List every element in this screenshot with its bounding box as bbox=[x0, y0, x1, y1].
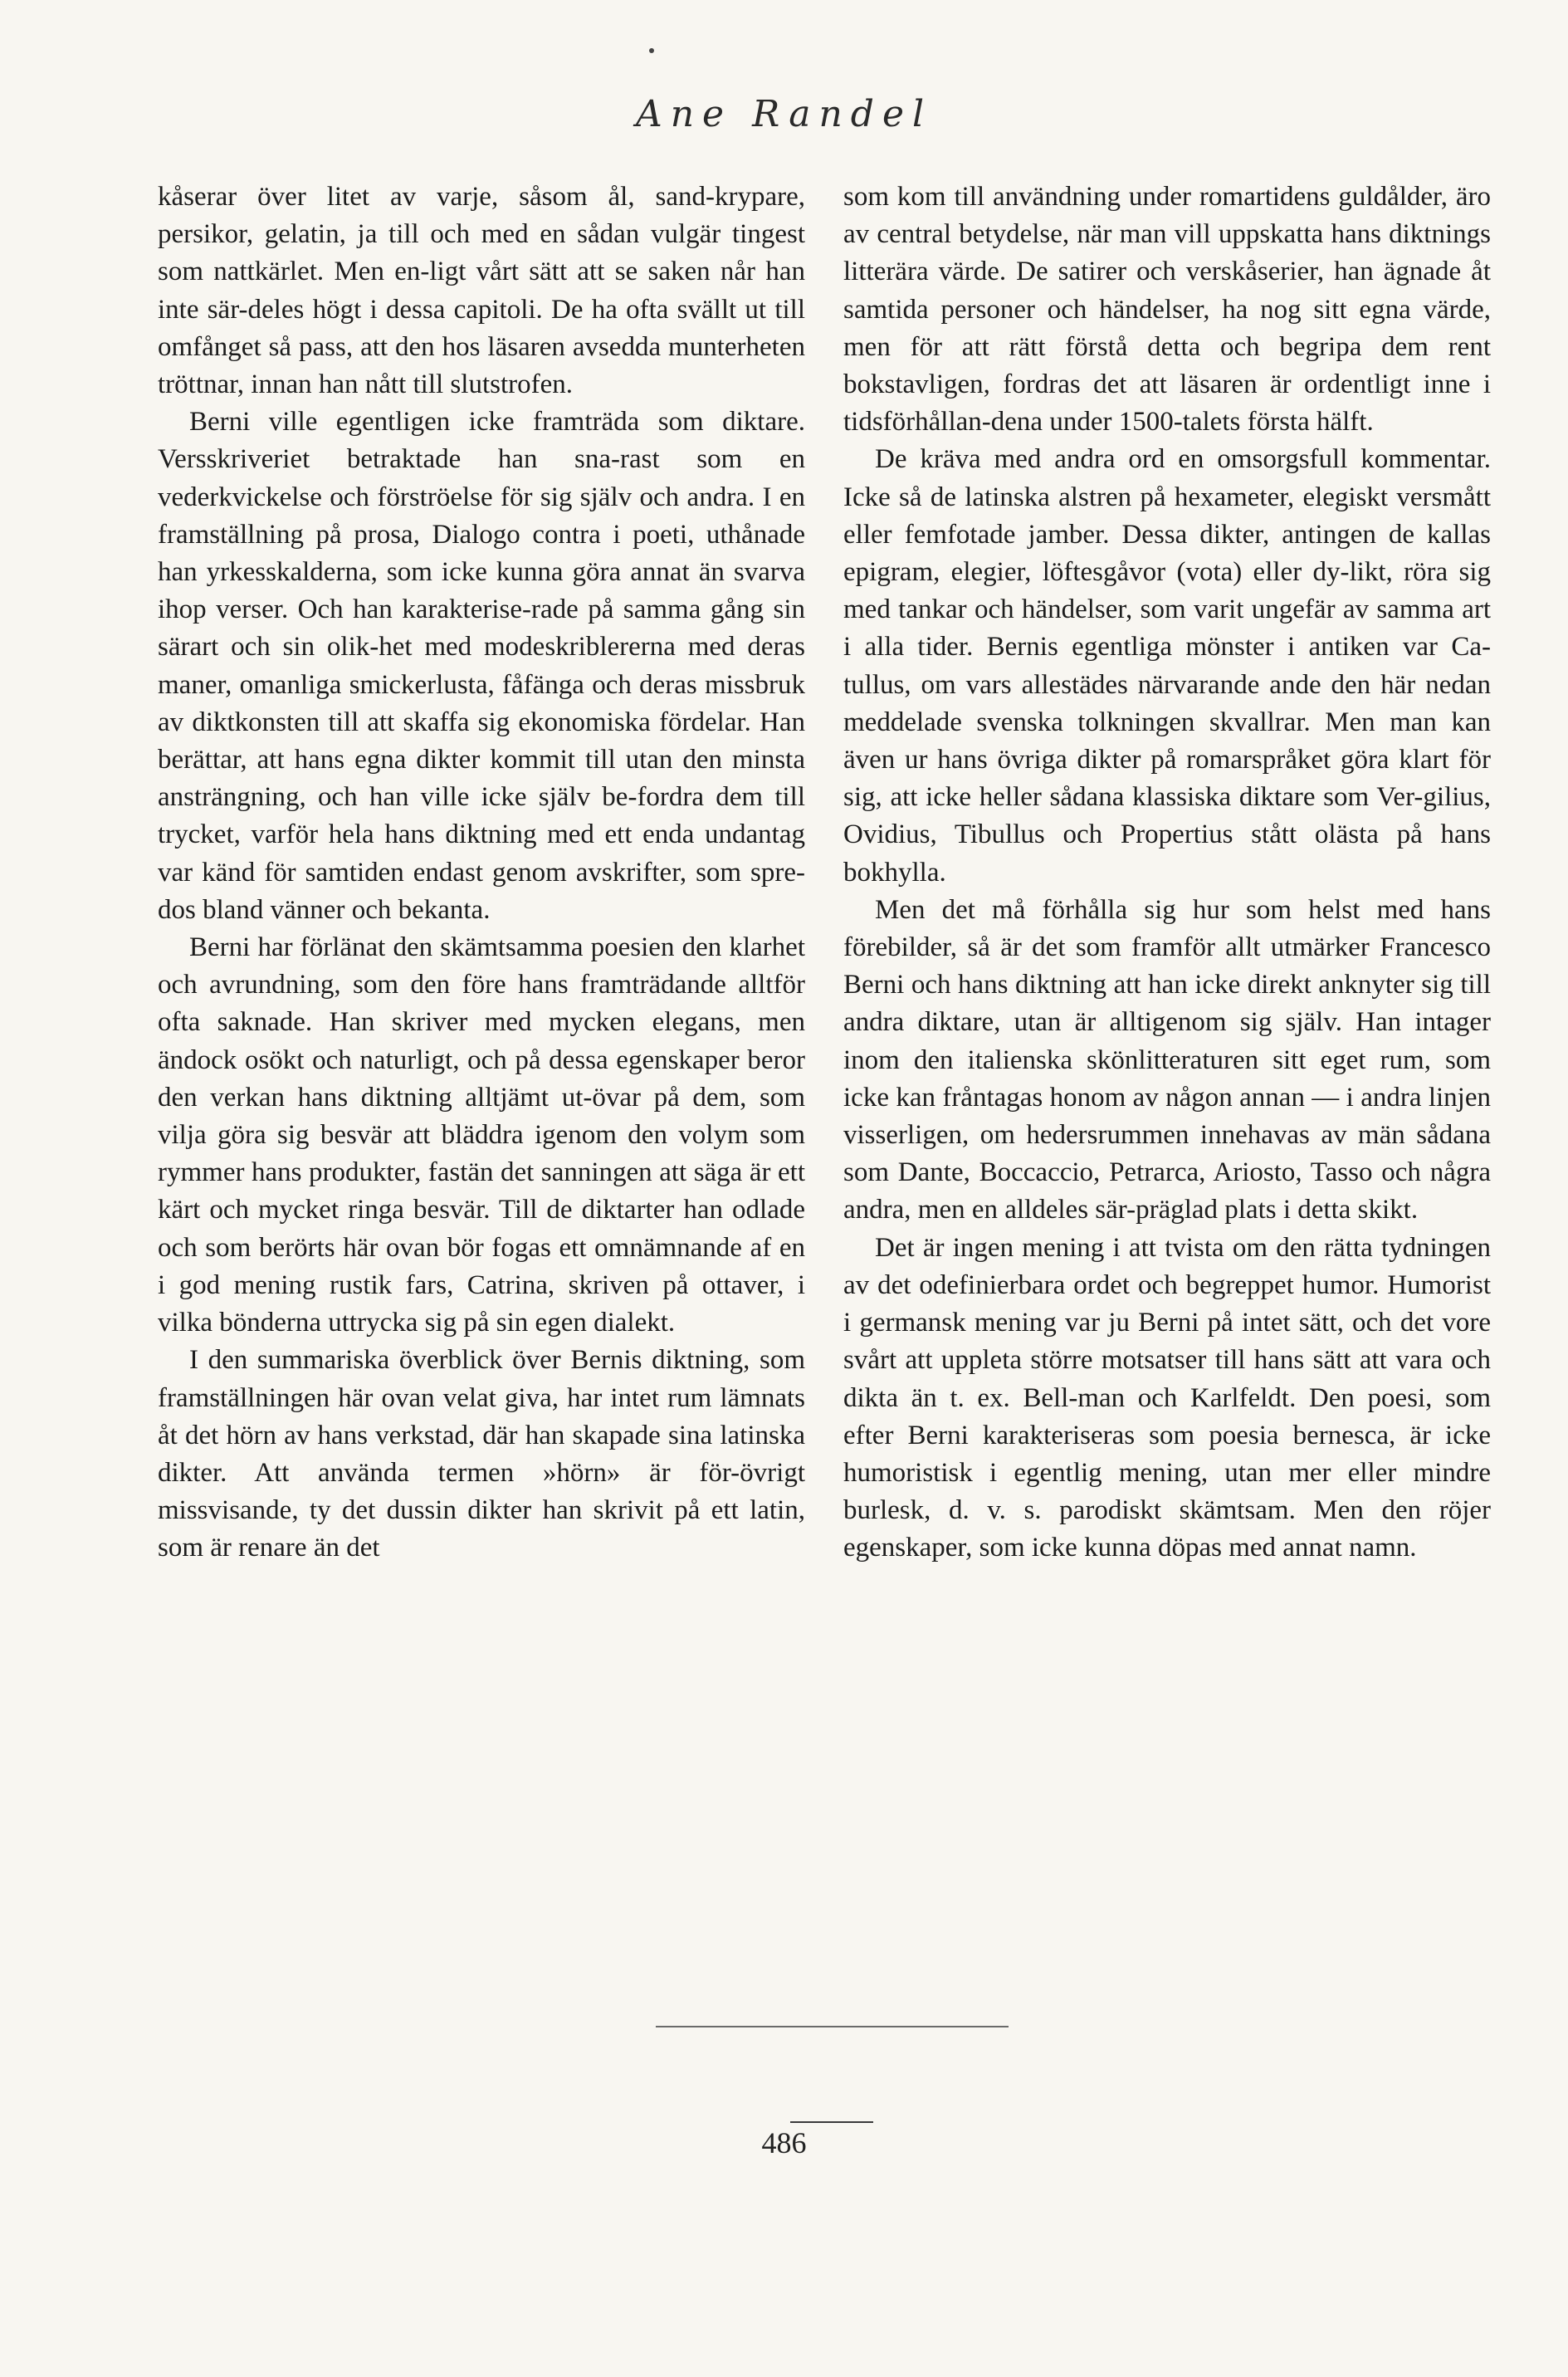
paragraph: som kom till användning under romartidens guldålder, äro av central betydelse, när man vill uppskatta hans diktnings litterära värde. De satirer och verskåserier, han ägnade åt samtida personer och händelser, ha nog sitt egna värde, men för att rätt förstå detta och begripa dem rent bokstavligen, fordras det att läsaren är ordentligt inne i tidsförhållan-dena under 1500-talets första hälft. bbox=[843, 182, 1491, 438]
page-number: 486 bbox=[761, 2126, 807, 2159]
paragraph: De kräva med andra ord en omsorgsfull kommentar. Icke så de latinska alstren på hexameter, elegiskt versmått eller femfotade jamber. Dessa dikter, antingen de kallas epigram, elegier, löftesgåvor (vota) eller dy-likt, röra sig med tankar och händelser, som varit ungefär av samma art i alla tider. Bernis egentliga mönster i antiken var Ca-tullus, om vars allestädes närvarande ande den här nedan meddelade svenska tolkningen skvallrar. Men man kan även ur hans övriga dikter på romarspråket göra klart för sig, att icke heller sådana klassiska diktare som Ver-gilius, Ovidius, Tibullus och Propertius stått olästa på hans bokhylla. bbox=[843, 444, 1491, 888]
paragraph: Berni ville egentligen icke framträda som diktare. Versskriveriet betraktade han sna-rast som en vederkvickelse och förströelse för sig själv och andra. I en framställning på prosa, Dialogo contra i poeti, uthånade han yrkesskalderna, som icke kunna göra annat än svarva ihop verser. Och han karakterise-rade på samma gång sin särart och sin olik-het med modeskriblererna med deras maner, omanliga smickerlusta, fåfänga och deras missbruk av diktkonsten till att skaffa sig ekonomiska fördelar. Han berättar, att hans egna dikter kommit till utan den minsta ansträngning, och han ville icke själv be-fordra dem till trycket, varför hela hans diktning med ett enda undantag var känd för samtiden endast genom avskrifter, som spre-dos bland vänner och bekanta. bbox=[158, 407, 805, 925]
folio-rule bbox=[790, 2121, 873, 2123]
paragraph: Det är ingen mening i att tvista om den rätta tydningen av det odefinierbara ordet och begreppet humor. Humorist i germansk mening var ju Berni på intet sätt, och det vore svårt att uppleta större motsatser till hans sätt att vara och dikta än t. ex. Bell-man och Karlfeldt. Den poesi, som efter Berni karakteriseras som poesia bernesca, är icke humoristisk i egentlig mening, utan mer eller mindre burlesk, d. v. s. parodiskt skämtsam. Men den röjer egenskaper, som icke kunna döpas med annat namn. bbox=[843, 1232, 1491, 1563]
running-head: Ane Randel bbox=[635, 93, 933, 135]
paragraph: kåserar över litet av varje, såsom ål, sand-krypare, persikor, gelatin, ja till och med en sådan vulgär tingest som nattkärlet. Men en-ligt vårt sätt att se saken når han inte sär-deles högt i dessa capitoli. De ha ofta svällt ut till omfånget så pass, att den hos läsaren avsedda munterheten tröttnar, innan han nått till slutstrofen. bbox=[158, 182, 805, 400]
paragraph: Men det må förhålla sig hur som helst med hans förebilder, så är det som framför allt utmärker Francesco Berni och hans diktning att han icke direkt anknyter sig till andra diktare, utan är alltigenom sig själv. Han intager inom den italienska skönlitteraturen sitt eget rum, som icke kan fråntagas honom av någon annan — i andra linjen visserligen, om hedersrummen innehavas av män sådana som Dante, Boccaccio, Petrarca, Ariosto, Tasso och några andra, men en alldeles sär-präglad plats i detta skikt. bbox=[843, 894, 1491, 1225]
paragraph: I den summariska överblick över Bernis diktning, som framställningen här ovan velat giva, har intet rum lämnats åt det hörn av hans verkstad, där han skapade sina latinska dikter. Att använda termen »hörn» är för-övrigt missvisande, ty det dussin dikter han skrivit på ett latin, som är renare än det bbox=[158, 1345, 805, 1563]
paragraph: Berni har förlänat den skämtsamma poesien den klarhet och avrundning, som den före hans framträdande alltför ofta saknade. Han skriver med mycken elegans, men ändock osökt och naturligt, och på dessa egenskaper beror den verkan hans diktning alltjämt ut-övar på dem, som vilja göra sig besvär att bläddra igenom den volym som rymmer hans produkter, fastän det sanningen att säga är ett kärt och mycket ringa besvär. Till de diktarter han odlade och som berörts här ovan bör fogas ett omnämnande af en i god mening rustik fars, Catrina, skriven på ottaver, i vilka bönderna uttrycka sig på sin egen dialekt. bbox=[158, 932, 805, 1338]
text-column-left bbox=[158, 179, 805, 1568]
text-column-right bbox=[843, 179, 1491, 1568]
section-divider bbox=[656, 2026, 1009, 2027]
print-mark bbox=[649, 48, 654, 53]
